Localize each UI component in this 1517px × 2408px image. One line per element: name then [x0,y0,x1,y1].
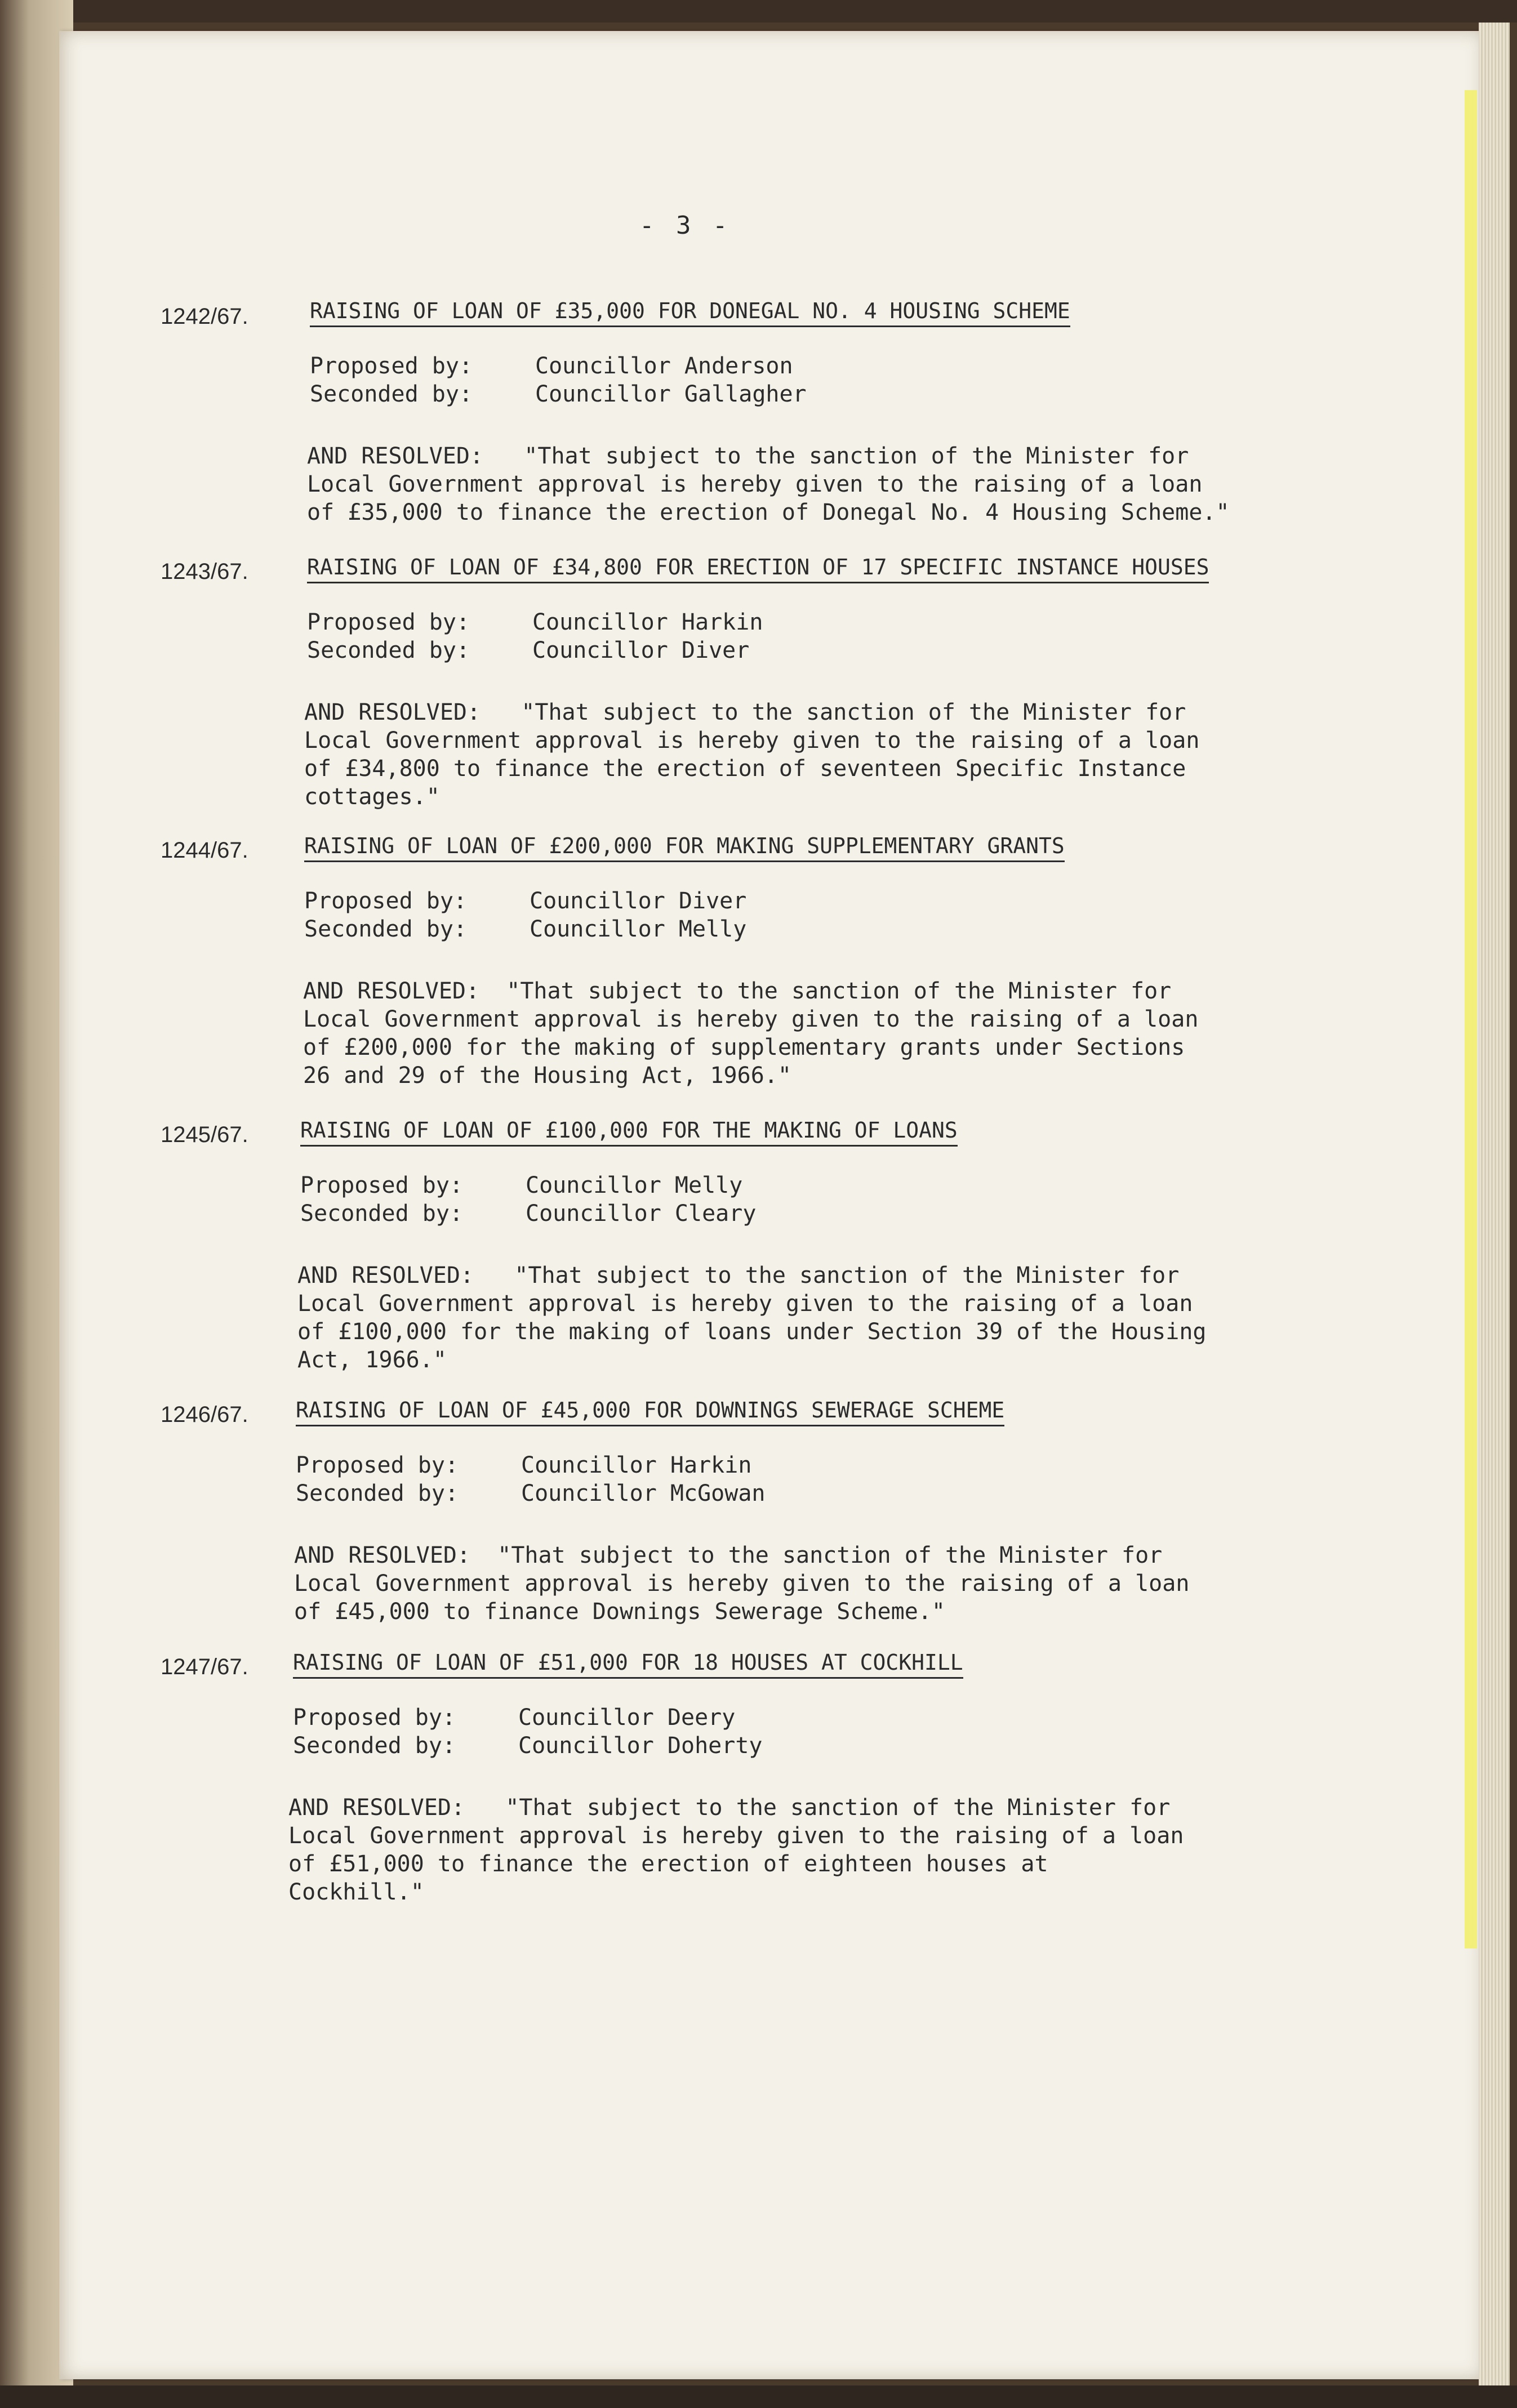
seconded-value: Councillor Cleary [526,1201,757,1227]
resolution-text: AND RESOLVED: "That subject to the sanction of the Minister for Local Government approval is hereby given to the raising of a loan of £200,000 for the making of supplementary grants under Sections 26 and 29 of the Housing Act, 1966." [303,978,1199,1089]
resolution-text: AND RESOLVED: "That subject to the sanction of the Minister for Local Government approval is hereby given to the raising of a loan of £51,000 to finance the erection of eighteen houses at Cockhill." [288,1795,1184,1905]
proposed-value: Councillor Harkin [521,1452,752,1478]
proposed-label: Proposed by: [293,1705,456,1731]
seconded-value: Councillor Gallagher [535,381,807,407]
seconded-value: Councillor Diver [532,637,750,663]
resolution-text: AND RESOLVED: "That subject to the sanction of the Minister for Local Government approval is hereby given to the raising of a loan of £100,000 for the making of loans under Section 39 of the Housing Act, 1966." [297,1263,1207,1373]
minute-number: 1242/67. [161,304,248,329]
minute-title: RAISING OF LOAN OF £51,000 FOR 18 HOUSES AT COCKHILL [293,1650,963,1679]
book-page-edges [1479,23,1510,2388]
proposed-by-row [293,1704,735,1732]
proposed-label: Proposed by: [296,1452,459,1478]
proposed-label: Proposed by: [310,353,473,379]
minute-title: RAISING OF LOAN OF £34,800 FOR ERECTION OF 17 SPECIFIC INSTANCE HOUSES [307,555,1209,583]
book-bottom-edge [0,2385,1517,2408]
proposed-by-row [296,1451,751,1479]
proposed-label: Proposed by: [300,1172,463,1198]
seconded-value: Councillor Melly [530,916,747,942]
proposed-value: Councillor Diver [530,888,747,914]
proposed-by-row [310,352,793,380]
proposed-value: Councillor Anderson [535,353,793,379]
resolution-text: AND RESOLVED: "That subject to the sanction of the Minister for Local Government approval is hereby given to the raising of a loan of £34,800 to finance the erection of seventeen Specific Instance cottages." [304,699,1200,810]
proposed-label: Proposed by: [307,609,470,635]
proposed-label: Proposed by: [304,888,467,914]
seconded-label: Seconded by: [304,916,467,942]
minute-title: RAISING OF LOAN OF £100,000 FOR THE MAKING OF LOANS [300,1118,958,1147]
seconded-label: Seconded by: [293,1733,456,1759]
minute-number: 1247/67. [161,1655,248,1679]
seconded-by-row [307,636,749,665]
seconded-value: Councillor McGowan [521,1481,766,1506]
minute-number: 1246/67. [161,1402,248,1427]
seconded-label: Seconded by: [300,1201,463,1227]
proposed-value: Councillor Melly [526,1172,743,1198]
seconded-value: Councillor Doherty [518,1733,763,1759]
proposed-by-row [300,1171,742,1199]
seconded-label: Seconded by: [310,381,473,407]
yellow-tab-strip [1465,90,1477,1948]
proposed-by-row [304,887,746,915]
resolution-text: AND RESOLVED: "That subject to the sanction of the Minister for Local Government approval is hereby given to the raising of a loan of £45,000 to finance Downings Sewerage Scheme." [294,1542,1190,1625]
proposed-value: Councillor Deery [518,1705,736,1731]
minute-number: 1243/67. [161,559,248,584]
resolution-text: AND RESOLVED: "That subject to the sanction of the Minister for Local Government approval is hereby given to the raising of a loan of £35,000 to finance the erection of Donegal No. 4 Housing Scheme." [307,443,1230,525]
minute-title: RAISING OF LOAN OF £45,000 FOR DOWNINGS SEWERAGE SCHEME [296,1398,1004,1426]
seconded-by-row [304,915,746,943]
minute-title: RAISING OF LOAN OF £35,000 FOR DONEGAL NO. 4 HOUSING SCHEME [310,298,1070,327]
proposed-by-row [307,608,763,636]
seconded-by-row [310,380,807,408]
seconded-label: Seconded by: [307,637,470,663]
book-top-edge [0,0,1517,23]
proposed-value: Councillor Harkin [532,609,763,635]
seconded-by-row [293,1732,762,1760]
page-number: - 3 - [639,211,731,240]
minute-title: RAISING OF LOAN OF £200,000 FOR MAKING SUPPLEMENTARY GRANTS [304,833,1065,862]
seconded-by-row [300,1199,756,1228]
minute-number: 1244/67. [161,838,248,863]
minute-number: 1245/67. [161,1122,248,1147]
seconded-label: Seconded by: [296,1481,459,1506]
seconded-by-row [296,1479,765,1508]
